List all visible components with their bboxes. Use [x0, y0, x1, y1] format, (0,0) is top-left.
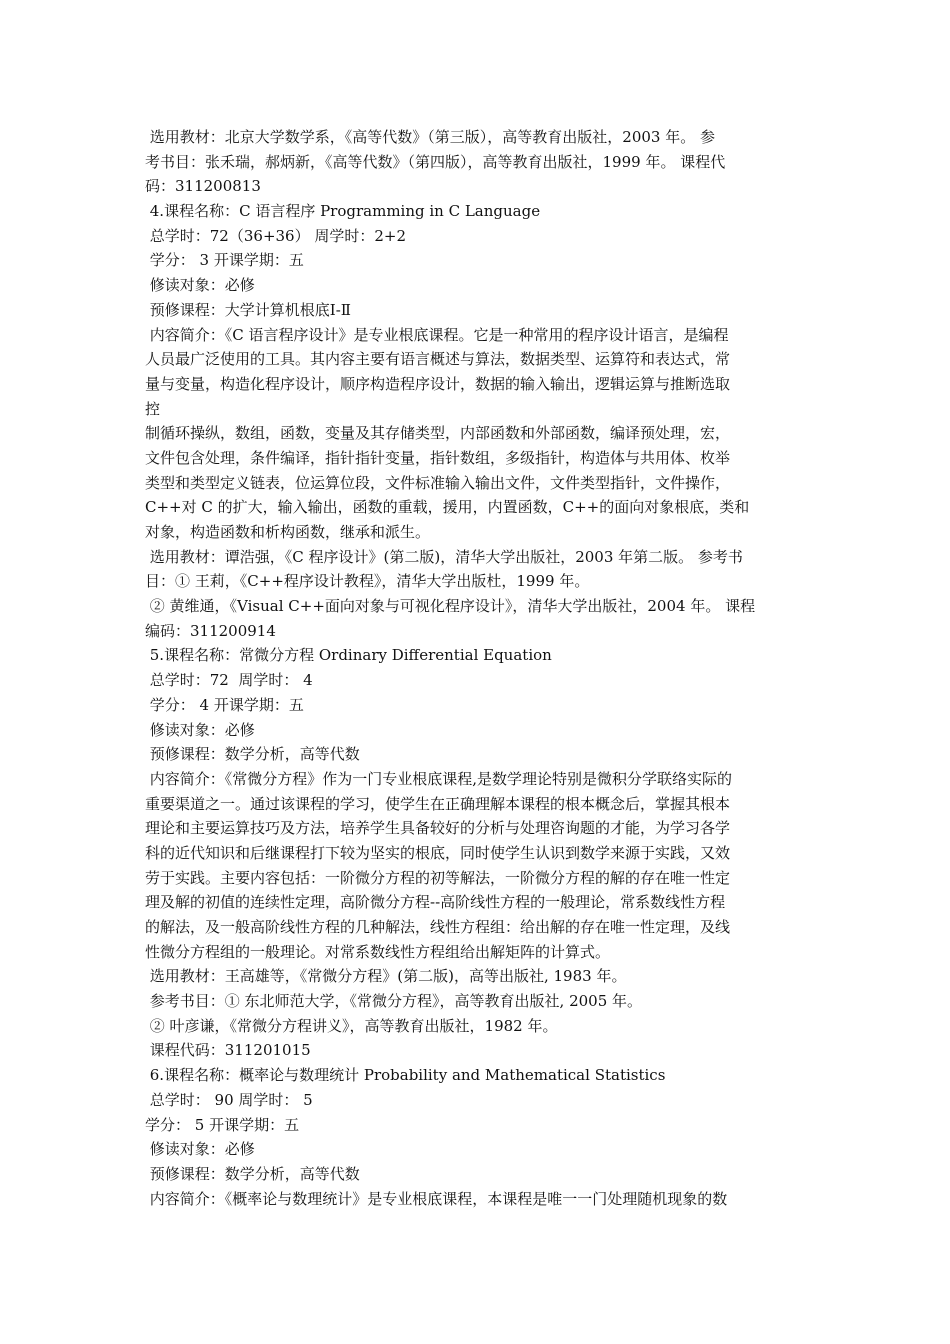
- text-line: 选用教材：王高雄等，《常微分方程》(第二版)，高等出版社, 1983 年。: [145, 967, 627, 986]
- text-line: 的解法，及一般高阶线性方程的几种解法，线性方程组：给出解的存在唯一性定理，及线: [145, 918, 731, 936]
- text-line: 重要渠道之一。通过该课程的学习，使学生在正确理解本课程的根本概念后，掌握其根本: [145, 794, 731, 813]
- text-line: 控: [145, 399, 161, 418]
- document-body: [145, 125, 815, 1211]
- text-line: 课程代码：311201015: [145, 1041, 311, 1060]
- text-line: 参考书目：① 东北师范大学，《常微分方程》，高等教育出版社, 2005 年。: [145, 992, 643, 1011]
- text-line: 制循环操纵，数组，函数，变量及其存储类型，内部函数和外部函数，编译预处理，宏，: [145, 424, 731, 443]
- text-line: 内容简介：《C 语言程序设计》是专业根底课程。它是一种常用的程序设计语言，是编程: [145, 325, 729, 344]
- text-line: ② 叶彦谦，《常微分方程讲义》，高等教育出版社，1982 年。: [145, 1016, 558, 1035]
- text-line: 理论和主要运算技巧及方法，培养学生具备较好的分析与处理咨询题的才能，为学习各学: [145, 819, 731, 838]
- text-line: 人员最广泛使用的工具。其内容主要有语言概述与算法，数据类型、运算符和表达式，常: [145, 350, 731, 369]
- course-title-line: 6.课程名称：概率论与数理统计 Probability and Mathematical Statistics: [145, 1066, 666, 1085]
- text-line: 修读对象：必修: [145, 276, 255, 295]
- course-title-line: 4.课程名称：C 语言程序 Programming in C Language: [145, 202, 541, 221]
- text-line: 类型和类型定义链表，位运算位段，文件标准输入输出文件，文件类型指针，文件操作，: [145, 473, 731, 492]
- text-line: 目：① 王莉，《C++程序设计教程》，清华大学出版杜，1999 年。: [145, 572, 590, 591]
- text-line: 修读对象：必修: [145, 720, 255, 739]
- text-line: 考书目：张禾瑞，郝炳新，《高等代数》（第四版），高等教育出版社，1999 年。 课程代: [145, 152, 726, 171]
- course-title-line: 5.课程名称：常微分方程 Ordinary Differential Equation: [145, 646, 552, 665]
- text-line: 预修课程：大学计算机根底Ⅰ-Ⅱ: [145, 300, 351, 319]
- text-line: 修读对象：必修: [145, 1140, 255, 1159]
- text-line: C++对 C 的扩大，输入输出，函数的重载，援用，内置函数，C++的面向对象根底，类和: [145, 498, 750, 517]
- text-line: 总学时：72（36+36） 周学时：2+2: [145, 226, 407, 245]
- text-line: 内容简介：《概率论与数理统计》是专业根底课程，本课程是唯一一门处理随机现象的数: [145, 1189, 728, 1208]
- text-line: 劳于实践。主要内容包括：一阶微分方程的初等解法，一阶微分方程的解的存在唯一性定: [145, 868, 731, 887]
- text-line: 预修课程：数学分析，高等代数: [145, 745, 360, 764]
- text-line: 对象，构造函数和析构函数，继承和派生。: [145, 523, 431, 541]
- text-line: 码：311200813: [145, 177, 261, 196]
- text-line: 性微分方程组的一般理论。对常系数线性方程组给出解矩阵的计算式。: [145, 942, 611, 961]
- text-line: 总学时：72 周学时： 4: [145, 671, 313, 690]
- text-line: 选用教材：北京大学数学系，《高等代数》（第三版），高等教育出版社，2003 年。 参: [145, 128, 715, 146]
- text-line: 总学时： 90 周学时： 5: [145, 1090, 313, 1109]
- text-line: 文件包含处理，条件编译，指针指针变量，指针数组，多级指针，构造体与共用体、枚举: [145, 448, 731, 467]
- text-line: ② 黄维通，《Visual C++面向对象与可视化程序设计》，清华大学出版社，2004 年。 课程: [145, 597, 756, 616]
- text-line: 选用教材：谭浩强，《C 程序设计》(第二版)，清华大学出版社，2003 年第二版。 参考书: [145, 547, 743, 566]
- text-line: 学分： 5 开课学期：五: [145, 1115, 300, 1134]
- text-line: 理及解的初值的连续性定理，高阶微分方程--高阶线性方程的一般理论，常系数线性方程: [145, 893, 726, 912]
- text-line: 学分： 4 开课学期：五: [145, 695, 304, 714]
- text-line: 编码：311200914: [145, 621, 276, 640]
- text-line: 预修课程：数学分析，高等代数: [145, 1164, 360, 1183]
- text-line: 学分： 3 开课学期：五: [145, 251, 304, 270]
- text-line: 内容简介：《常微分方程》作为一门专业根底课程,是数学理论特别是微积分学联络实际的: [145, 769, 733, 788]
- text-line: 量与变量，构造化程序设计，顺序构造程序设计，数据的输入输出，逻辑运算与推断选取: [145, 374, 731, 393]
- text-line: 科的近代知识和后继课程打下较为坚实的根底，同时使学生认识到数学来源于实践，又效: [145, 843, 731, 862]
